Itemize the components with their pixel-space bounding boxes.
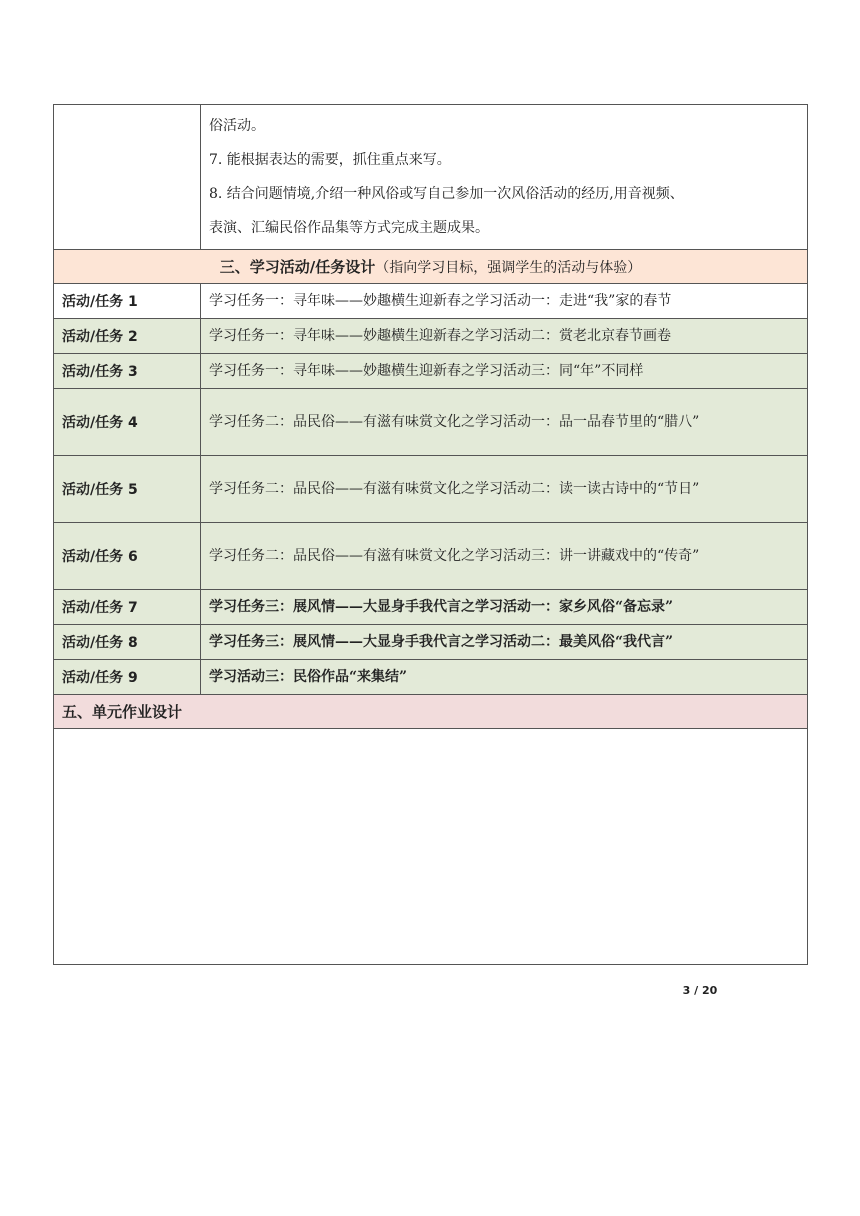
activity-row-6 (54, 523, 808, 590)
page-number: 3 / 20 (682, 984, 718, 997)
activity-row-4 (54, 389, 808, 456)
objectives-row (54, 105, 808, 250)
activity-row-2 (54, 319, 808, 354)
activity-label: 活动/任务 3 (54, 354, 201, 389)
unit-design-table (53, 104, 808, 965)
objective-line: 俗活动。 (209, 118, 265, 134)
section-5-header-row (54, 695, 808, 729)
objectives-label-cell (54, 105, 201, 250)
activity-text: 学习任务三：展风情——大显身手我代言之学习活动一：家乡风俗“备忘录” (201, 590, 808, 625)
activity-text: 学习任务一：寻年味——妙趣横生迎新春之学习活动二：赏老北京春节画卷 (201, 319, 808, 354)
activity-text: 学习任务二：品民俗——有滋有味赏文化之学习活动二：读一读古诗中的“节日” (201, 456, 808, 523)
activity-row-9 (54, 660, 808, 695)
homework-content-cell (54, 729, 808, 965)
activity-label: 活动/任务 1 (54, 284, 201, 319)
activity-label: 活动/任务 8 (54, 625, 201, 660)
activity-row-5 (54, 456, 808, 523)
activity-label: 活动/任务 7 (54, 590, 201, 625)
objective-7: 7. 能根据表达的需要，抓住重点来写。 (209, 152, 451, 168)
activity-row-8 (54, 625, 808, 660)
activity-text: 学习任务一：寻年味——妙趣横生迎新春之学习活动一：走进“我”家的春节 (201, 284, 808, 319)
section-3-header (54, 250, 808, 284)
activity-label: 活动/任务 5 (54, 456, 201, 523)
section-3-note: （指向学习目标，强调学生的活动与体验） (375, 260, 642, 276)
objective-8-continued: 表演、汇编民俗作品集等方式完成主题成果。 (209, 220, 489, 236)
activity-row-1 (54, 284, 808, 319)
activity-text: 学习任务三：展风情——大显身手我代言之学习活动二：最美风俗“我代言” (201, 625, 808, 660)
objectives-cell (201, 105, 808, 250)
activity-text: 学习任务一：寻年味——妙趣横生迎新春之学习活动三：同“年”不同样 (201, 354, 808, 389)
activity-label: 活动/任务 9 (54, 660, 201, 695)
activity-text: 学习任务二：品民俗——有滋有味赏文化之学习活动三：讲一讲藏戏中的“传奇” (201, 523, 808, 590)
activity-label: 活动/任务 2 (54, 319, 201, 354)
section-5-header: 五、单元作业设计 (54, 695, 808, 729)
homework-content-row (54, 729, 808, 965)
activity-text: 学习任务二：品民俗——有滋有味赏文化之学习活动一：品一品春节里的“腊八” (201, 389, 808, 456)
activity-row-3 (54, 354, 808, 389)
activity-label: 活动/任务 6 (54, 523, 201, 590)
activity-label: 活动/任务 4 (54, 389, 201, 456)
activity-row-7 (54, 590, 808, 625)
section-3-header-row (54, 250, 808, 284)
activity-text: 学习活动三：民俗作品“来集结” (201, 660, 808, 695)
objective-8: 8. 结合问题情境,介绍一种风俗或写自己参加一次风俗活动的经历,用音视频、 (209, 186, 684, 202)
section-3-title: 三、学习活动/任务设计 (219, 258, 376, 276)
